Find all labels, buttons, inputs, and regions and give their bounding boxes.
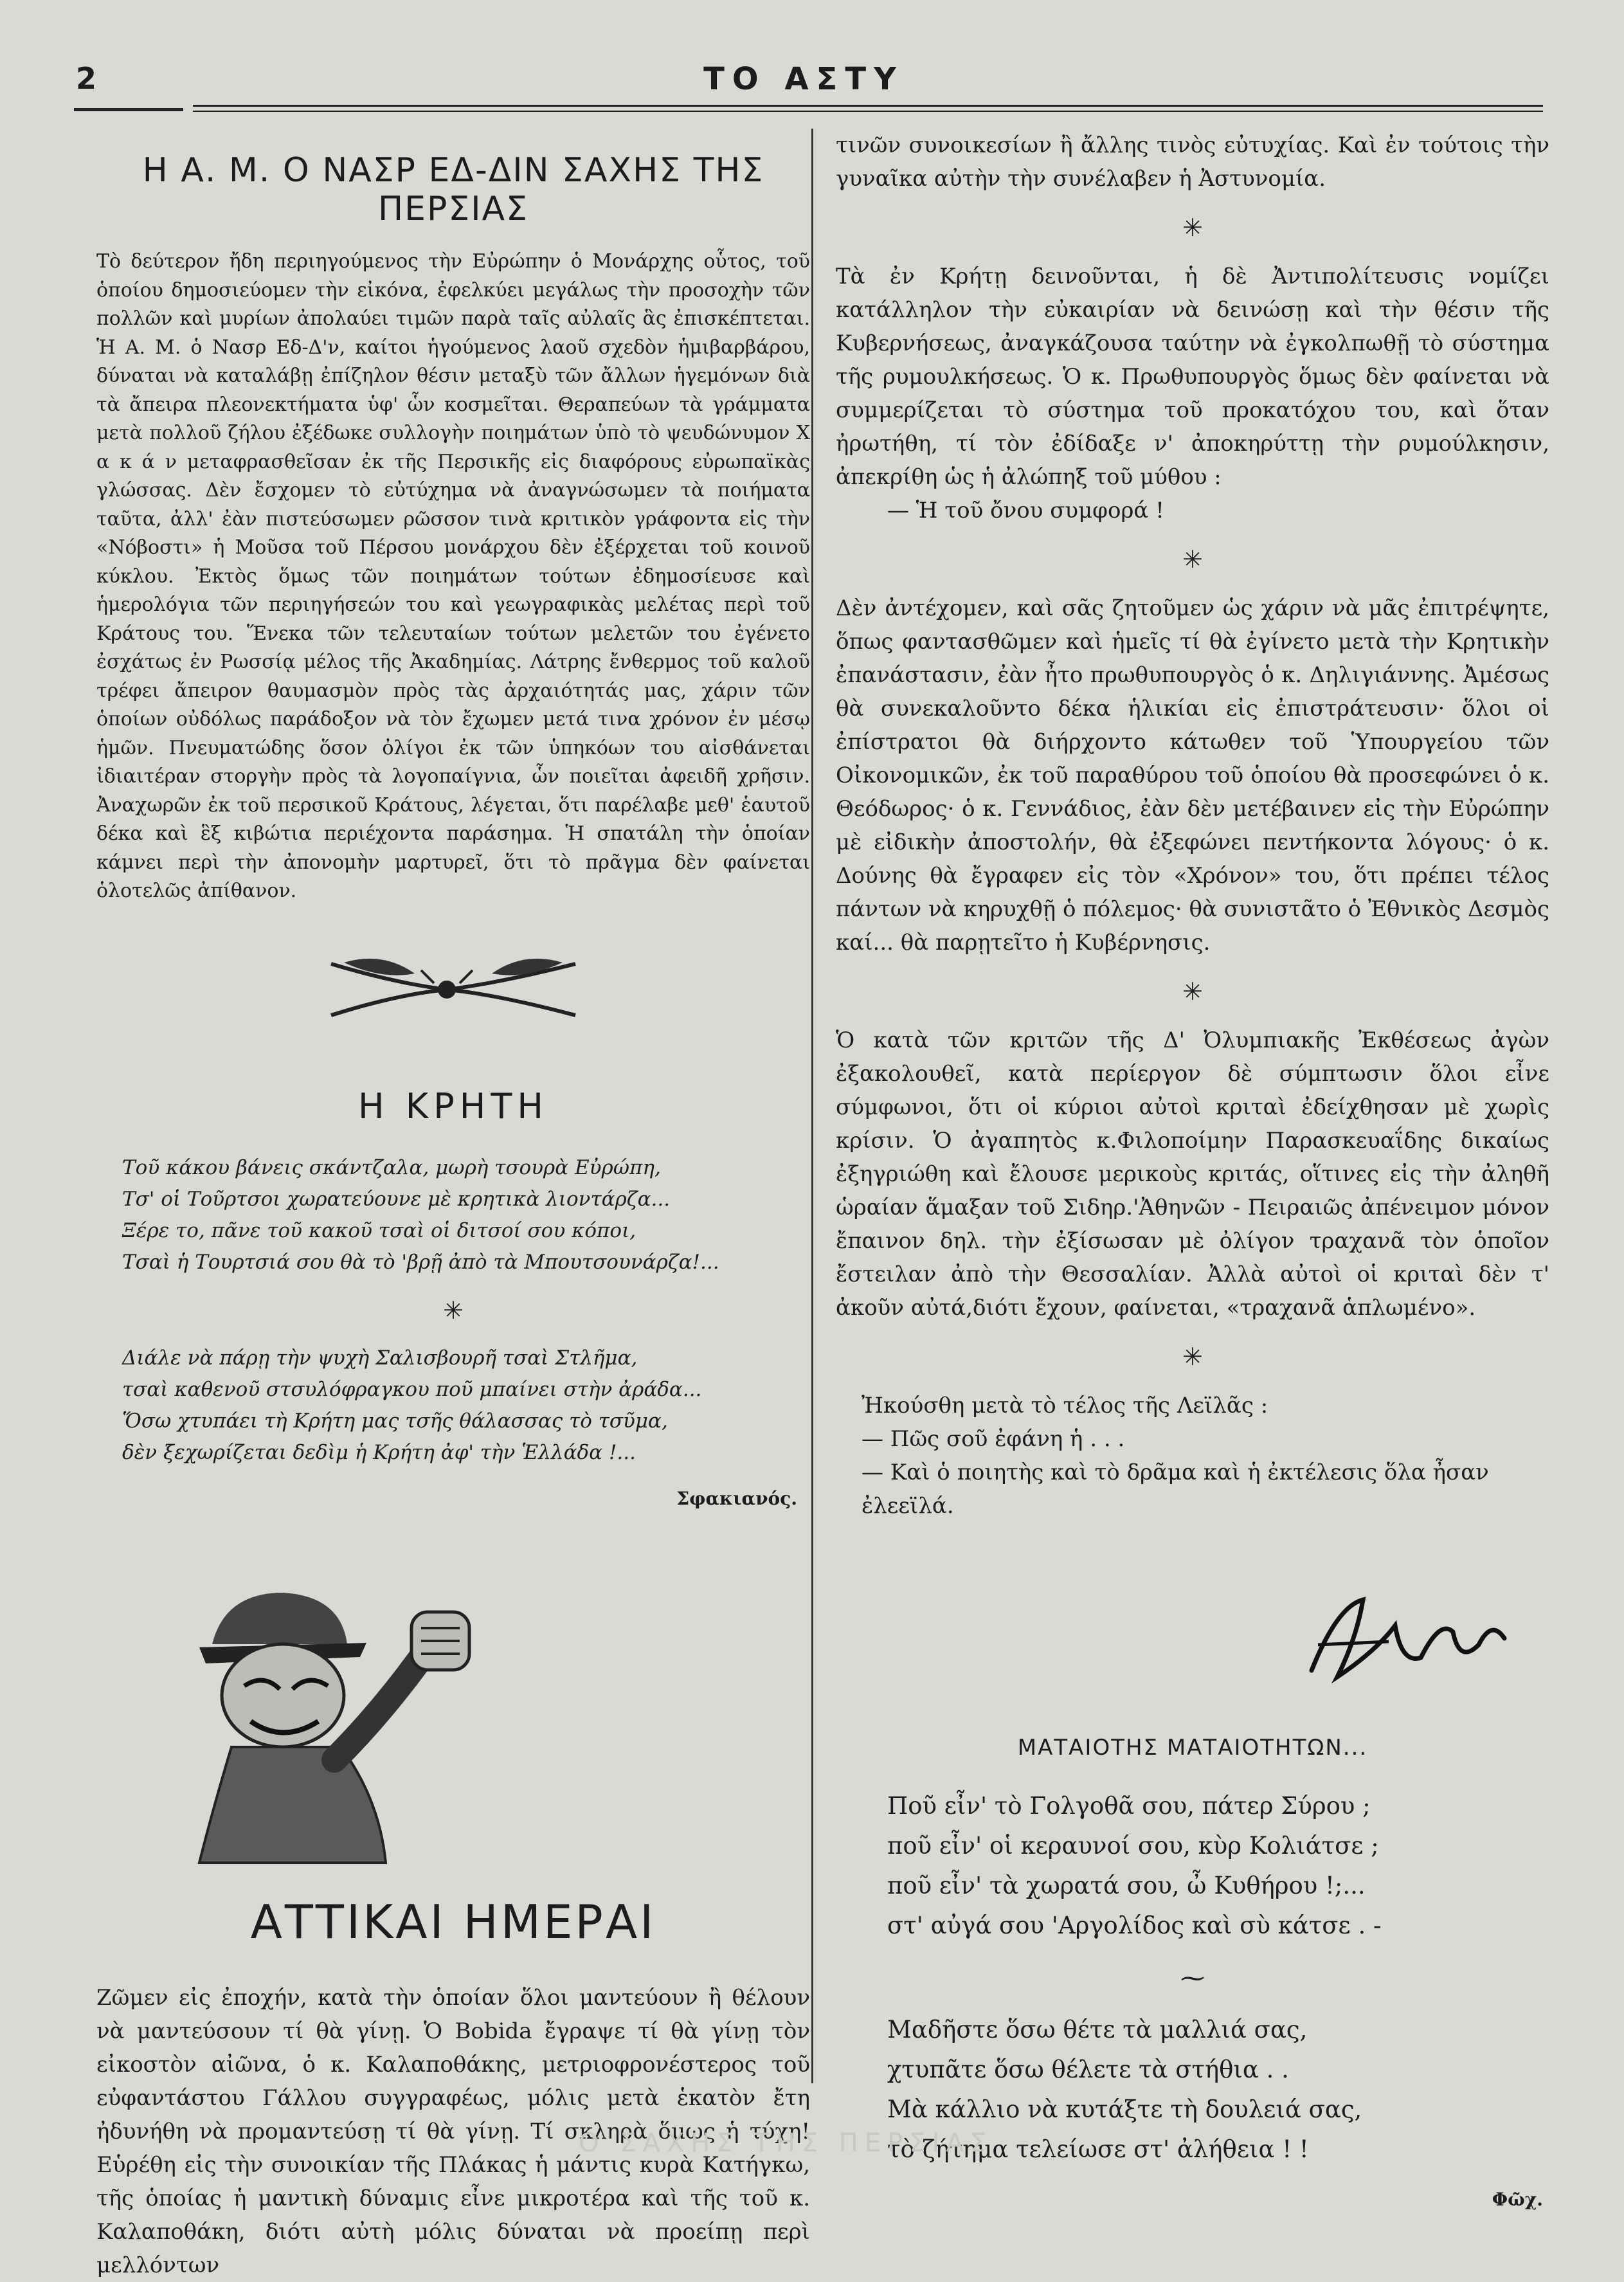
bleed-through-caption: Ο ΣΑΧΗΣ ΤΗΣ ΠΕΡΣΙΑΣ bbox=[579, 2128, 993, 2158]
poem-line: Ξέρε το, πᾶνε τοῦ κακοῦ τσαὶ οἱ διτσοί σου κόποι, bbox=[122, 1218, 636, 1242]
poem-line: Τσαὶ ἡ Τουρτσιά σου θὰ τὸ 'βρῇ ἀπὸ τὰ Μπουτσουνάρζα!... bbox=[122, 1250, 719, 1274]
poem-line: τσαὶ καθενοῦ στσυλόφραγκου ποῦ μπαίνει στὴν ἀράδα... bbox=[122, 1377, 702, 1401]
attikai-body: Ζῶμεν εἰς ἐποχήν, κατὰ τὴν ὁποίαν ὅλοι μαντεύουν ἢ θέλουν νὰ μαντεύσουν τί θὰ γίνῃ. Ὁ Bobida ἔγραψε τί θὰ γίνῃ τὸν εἰκοστὸν αἰῶνα, ὁ κ. Καλαποθάκης, μετριοφρονέστερος τοῦ εὐφαντάστου Γάλλου συγγραφέως, μόλις μετὰ ἑκατὸν ἔτη ἠδυνήθη νὰ προμαντεύσῃ τί θὰ γίνῃ. Τί σκληρὰ ὅμως ἡ τύχη! Εὑρέθη εἰς τὴν συνοικίαν τῆς Πλάκας ἡ μάντις κυρὰ Κατήγκω, τῆς ὁποίας ἡ μαντικὴ δύναμις εἶνε μικροτέρα καὶ τῆς τοῦ κ. Καλαποθάκη, διότι αὐτὴ μόλις δύναται νὰ προείπῃ περὶ μελλόντων bbox=[96, 1984, 810, 2278]
poem-line: Τοῦ κάκου βάνεις σκάντζαλα, μωρὴ τσουρὰ Εὐρώπη, bbox=[122, 1155, 661, 1179]
poem-line: χτυπᾶτε ὅσω θέλετε τὰ στήθια . . bbox=[887, 2056, 1289, 2083]
crossed-quills-icon bbox=[318, 945, 588, 1028]
deligiannis-paragraph: Δὲν ἀντέχομεν, καὶ σᾶς ζητοῦμεν ὡς χάριν νὰ μᾶς ἐπιτρέψητε, ὅπως φαντασθῶμεν καὶ ἡμεῖς τί θὰ ἐγίνετο μετὰ τὴν Κρητικὴν ἐπανάστασιν, ἐὰν ἦτο πρωθυπουργὸς ὁ κ. Δηλιγιάννης. Ἀμέσως θὰ συνεκαλοῦντο δέκα ἡλικίαι εἰς ἐπιστράτευσιν· ὅλοι οἱ ἐπίστρατοι θὰ διήρχοντο κάτωθεν τοῦ Ὑπουργείου τῶν Οἰκονομικῶν, ἐκ τοῦ παραθύρου τοῦ ὁποίου θὰ προσεφώνει ὁ κ. Θεόδωρος· ὁ κ. Γεννάδιος, ἐὰν δὲν μετέβαινεν εἰς τὴν Εὐρώπην μὲ εἰδικὴν ἀποστολήν, θὰ ἐξεφώνει πεντήκοντα λόγους· ὁ κ. Δούνης θὰ ἔγραφεν εἰς τὸν «Χρόνον» του, ὅτι πρέπει τέλος πάντων νὰ κηρυχθῇ ὁ πόλεμος· θὰ συνιστᾶτο ὁ Ἐθνικὸς Δεσμὸς καί... θὰ παρῃτεῖτο ἡ Κυβέρνησις. bbox=[836, 595, 1549, 955]
asterisk-ornament-icon: ✳ bbox=[1182, 1343, 1203, 1371]
left-column bbox=[96, 129, 810, 2282]
asterisk-ornament-icon: ✳ bbox=[1182, 977, 1203, 1006]
poem-line: στ' αὐγά σου 'Αργολίδος καὶ σὺ κάτσε . - bbox=[887, 1912, 1382, 1939]
header-rule-left bbox=[74, 108, 183, 111]
crete-opposition-paragraph: Τὰ ἐν Κρήτῃ δεινοῦνται, ἡ δὲ Ἀντιπολίτευσις νομίζει κατάλληλον τὴν εὐκαιρίαν νὰ δεινώσῃ καὶ τὴν θέσιν τῆς Κυβερνήσεως, ἀναγκάζουσα ταύτην νὰ ἐγκολπωθῇ τὸ σύστημα τῆς ρυμουλκήσεως. Ὁ κ. Πρωθυπουργὸς ὅμως δὲν φαίνεται νὰ συμμερίζεται τὸ σύστημα τοῦ προκατόχου του, καὶ ὅταν ἠρωτήθη, τί τὸν ἐδίδαξε ν' ἀποκηρύττῃ τὴν ρυμούλκησιν, ἀπεκρίθη ὡς ἡ ἀλώπηξ τοῦ μύθου : bbox=[836, 264, 1549, 490]
poem-line: τὸ ζήτημα τελείωσε στ' ἀλήθεια ! ! bbox=[887, 2135, 1309, 2163]
asterisk-ornament-icon: ✳ bbox=[1182, 213, 1203, 242]
judges-paragraph: Ὁ κατὰ τῶν κριτῶν τῆς Δ' Ὀλυμπιακῆς Ἐκθέσεως ἀγὼν ἐξακολουθεῖ, κατὰ περίεργον δὲ σύμπτωσιν ὅλοι εἶνε σύμφωνοι, ὅτι οἱ κύριοι αὐτοὶ κριταὶ ἐδείχθησαν μὲ χωρὶς κρίσιν. Ὁ ἀγαπητὸς κ.Φιλοποίμην Παρασκευαΐδης δικαίως ἐξηγριώθη καὶ ἔλουσε μερικοὺς κριτάς, οἵτινες εἰς τὴν ἀληθῆ ὡραίαν ἅμαξαν τοῦ Σιδηρ.'Ἀθηνῶν - Πειραιῶς ἀπένειμον μόνον ἔπαινον δηλ. τὴν ἐξίσωσαν μὲ ὀλίγον τραχανᾶ τὸν ὁποῖον ἔστειλαν ἀπὸ τὴν Θεσσαλίαν. Ἀλλὰ αὐτοὶ οἱ κριταὶ δὲν τ' ἀκοῦν αὐτά,διότι ἔχουν, φαίνεται, «τραχανᾶ ἁπλωμένο». bbox=[836, 1028, 1549, 1321]
poem-line: ποῦ εἶν' τὰ χωρατά σου, ὦ Κυθήρου !;... bbox=[887, 1872, 1366, 1899]
leila-intro: Ἠκούσθη μετὰ τὸ τέλος τῆς Λεϊλᾶς : bbox=[862, 1393, 1268, 1418]
poem-line: Ποῦ εἶν' τὸ Γολγοθᾶ σου, πάτερ Σύρου ; bbox=[887, 1792, 1371, 1820]
poem-line: Ὅσω χτυπάει τὴ Κρήτη μας τσῆς θάλασσας τὸ τσῦμα, bbox=[122, 1409, 668, 1433]
asterisk-ornament-icon: ✳ bbox=[443, 1296, 464, 1325]
page-number: 2 bbox=[76, 61, 97, 96]
poem-line: ποῦ εἶν' οἱ κεραυνοί σου, κὺρ Κολιάτσε ; bbox=[887, 1832, 1379, 1860]
leila-line: — Καὶ ὁ ποιητὴς καὶ τὸ δρᾶμα καὶ ἡ ἐκτέλεσις ὅλα ἦσαν ἐλεεϊλά. bbox=[862, 1460, 1489, 1519]
donkey-quote: — Ἡ τοῦ ὄνου συμφορά ! bbox=[887, 498, 1164, 523]
masthead-title: ΤΟ ΑΣΤΥ bbox=[703, 61, 904, 97]
poem-line: Μὰ κάλλιο νὰ κυτάξτε τὴ δουλειά σας, bbox=[887, 2096, 1362, 2123]
right-column bbox=[836, 129, 1549, 2210]
poem-line: δὲν ξεχωρίζεται δεδὶμ ἡ Κρήτη ἀφ' τὴν Ἑλλάδα !... bbox=[122, 1440, 636, 1464]
header-rule-double bbox=[193, 111, 1543, 112]
poem-line: Μαδῆστε ὅσω θέτε τὰ μαλλιά σας, bbox=[887, 2016, 1308, 2043]
vanity-poem-title: ΜΑΤΑΙΟΤΗΣ ΜΑΤΑΙΟΤΗΤΩΝ... bbox=[1017, 1735, 1368, 1761]
poem-signature: Φῶχ. bbox=[1492, 2189, 1543, 2210]
article-headline: Η Α. Μ. Ο ΝΑΣΡ ΕΔ-ΔΙΝ ΣΑΧΗΣ ΤΗΣ ΠΕΡΣΙΑΣ bbox=[142, 151, 764, 228]
header-rule bbox=[193, 105, 1543, 107]
leila-line: — Πῶς σοῦ ἐφάνη ἡ . . . bbox=[862, 1426, 1125, 1452]
poem-line: Διάλε νὰ πάρῃ τὴν ψυχὴ Σαλισβουρῆ τσαὶ Στλῆμα, bbox=[122, 1346, 638, 1370]
column-divider bbox=[811, 129, 813, 2083]
continued-paragraph: τινῶν συνοικεσίων ἢ ἄλλης τινὸς εὐτυχίας. Καὶ ἐν τούτοις τὴν γυναῖκα αὐτὴν τὴν συνέλαβεν ἡ Ἀστυνομία. bbox=[836, 132, 1549, 192]
asterisk-ornament-icon: ✳ bbox=[1182, 545, 1203, 574]
article-body: Τὸ δεύτερον ἤδη περιηγούμενος τὴν Εὐρώπην ὁ Μονάρχης οὗτος, τοῦ ὁποίου δημοσιεύομεν τὴν εἰκόνα, ἐφελκύει μεγάλως τὴν προσοχὴν τῶν πολλῶν καὶ μυρίων ἀπολαύει τιμῶν παρὰ ταῖς αὐλαῖς ἃς ἐπισκέπτεται. Ἡ Α. Μ. ὁ Νασρ Εδ-Δ'ν, καίτοι ἡγούμενος λαοῦ σχεδὸν ἡμιβαρβάρου, δύναται νὰ καταλάβῃ ἐπίζηλον θέσιν μεταξὺ τῶν ἄλλων ἡγεμόνων διὰ τὰ ἄπειρα πλεονεκτήματα ὑφ' ὧν κοσμεῖται. Θεραπεύων τὰ γράμματα μετὰ πολλοῦ ζήλου ἐξέδωκε συλλογὴν ποιημάτων ὑπὸ τὸ ψευδώνυμον Χ α κ ά ν μεταφρασθεῖσαν ἐκ τῆς Περσικῆς εἰς διαφόρους εὐρωπαϊκὰς γλώσσας. Δὲν ἔσχομεν τὸ εὐτύχημα νὰ ἀναγνώσωμεν τὰ ποιήματα ταῦτα, ἀλλ' ἐὰν πιστεύσωμεν ρῶσσον τινὰ κριτικὸν γράφοντα εἰς τὴν «Νόβοστι» ἡ Μοῦσα τοῦ Πέρσου μονάρχου δὲν ἐξέρχεται τοῦ κοινοῦ κύκλου. Ἐκτὸς ὅμως τῶν ποιημάτων τούτων ἐδημοσίευσε καὶ ἡμερολόγια τῶν περιηγήσεών του καὶ γεωγραφικὰς μελέτας περὶ τοῦ Κράτους του. Ἕνεκα τῶν τελευταίων τούτων μελετῶν του ἐγένετο ἐσχάτως ἐν Ρωσσίᾳ μέλος τῆς Ἀκαδημίας. Λάτρης ἔνθερμος τοῦ καλοῦ τρέφει ἄπειρον θαυμασμὸν πρὸς τὰς ἀρχαιότητάς μας, χάριν τῶν ὁποίων οὐδόλως παράδοξον νὰ τὸν ἔχωμεν μετά τινα χρόνον ἐν μέσῳ ἡμῶν. Πνευματώδης ὅσον ὀλίγοι ἐκ τῶν ὑπηκόων του αἰσθάνεται ἰδιαιτέραν στοργὴν πρὸς τὰ λογοπαίγνια, ὧν ποιεῖται ἀφειδῆ χρῆσιν. Ἀναχωρῶν ἐκ τοῦ περσικοῦ Κράτους, λέγεται, ὅτι παρέλαβε μεθ' ἑαυτοῦ δέκα καὶ ἓξ κιβώτια περιέχοντα παράσημα. Ἡ σπατάλη τὴν ὁποίαν κάμνει περὶ τὴν ἀπονομὴν μαρτυρεῖ, ὅτι τὸ πρᾶγμα δὲν φαίνεται ὁλοτελῶς ἀπίθανον. bbox=[96, 250, 810, 902]
caricature-figure-icon bbox=[174, 1567, 534, 1869]
poem-signature: Σφακιανός. bbox=[676, 1487, 797, 1509]
dash-ornament-icon: ⁓ bbox=[1180, 1964, 1205, 1992]
poem-line: Τσ' οἱ Τοῦρτσοι χωρατεύουνε μὲ κρητικὰ λιοντάρζα... bbox=[122, 1187, 671, 1211]
crete-section-title: Η ΚΡΗΤΗ bbox=[358, 1085, 548, 1127]
handwritten-signature-icon bbox=[1299, 1580, 1517, 1690]
attikai-section-title: ΑΤΤΙΚΑΙ ΗΜΕΡΑΙ bbox=[250, 1894, 656, 1949]
